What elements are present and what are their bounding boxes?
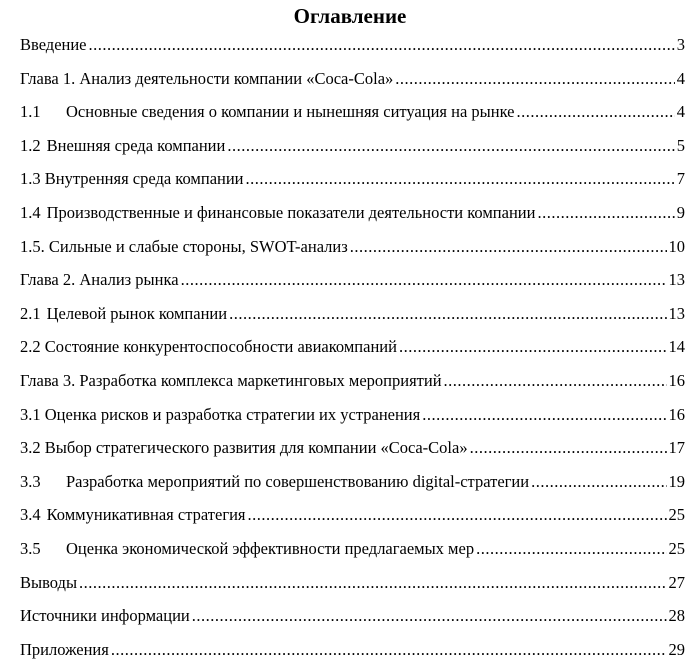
dot-leader: [246, 167, 675, 191]
toc-entry-number: 3.5: [20, 538, 41, 558]
dot-leader: [399, 335, 667, 359]
toc-entry-title: Глава 3. Разработка комплекса маркетинговых мероприятий: [20, 370, 442, 390]
toc-entry-page: 5: [676, 135, 685, 155]
toc-entry[interactable]: [20, 638, 685, 671]
dot-leader: [192, 604, 667, 628]
dot-leader: [350, 235, 667, 259]
toc-entry-page: 13: [668, 270, 685, 290]
dot-leader: [89, 33, 675, 57]
toc-entry-page: 16: [668, 404, 685, 424]
toc-entry-title: Целевой рынок компании: [46, 303, 228, 323]
dot-leader: [111, 638, 667, 662]
toc-entry-page: 3: [676, 35, 685, 54]
toc-entry-title: Основные сведения о компании и нынешняя ситуация на рынке: [66, 102, 515, 122]
toc-entry-page: 4: [676, 68, 685, 88]
toc-entry-number: 1.4: [20, 202, 41, 222]
dot-leader: [395, 67, 674, 91]
dot-leader: [517, 100, 675, 124]
toc-entry[interactable]: [20, 67, 685, 101]
dot-leader: [181, 268, 667, 292]
dot-leader: [531, 470, 666, 494]
toc-entry[interactable]: [20, 201, 685, 235]
toc-entry-page: 13: [668, 303, 685, 323]
table-of-contents: [20, 33, 685, 671]
toc-title: Оглавление: [293, 4, 407, 28]
toc-entry-number: 1.2: [20, 135, 41, 155]
toc-entry-page: 29: [668, 639, 685, 659]
toc-entry-title: Оценка экономической эффективности предлагаемых мер: [66, 538, 475, 558]
toc-entry-title: Производственные и финансовые показатели деятельности компании: [46, 202, 536, 222]
toc-entry[interactable]: [20, 537, 685, 571]
toc-entry-page: 10: [668, 236, 685, 256]
toc-entry-title: Источники информации: [20, 606, 190, 626]
toc-entry-number: 2.1: [20, 303, 41, 323]
toc-entry[interactable]: [20, 235, 685, 269]
dot-leader: [444, 369, 667, 393]
toc-entry[interactable]: [20, 268, 685, 302]
toc-entry-page: 4: [676, 102, 685, 122]
toc-entry-title: Разработка мероприятий по совершенствованию digital-стратегии: [66, 471, 530, 491]
toc-entry[interactable]: [20, 335, 685, 369]
dot-leader: [476, 537, 666, 561]
dot-leader: [422, 403, 666, 427]
toc-entry-page: 14: [668, 337, 685, 357]
toc-entry[interactable]: [20, 100, 685, 134]
toc-entry-page: 17: [668, 438, 685, 458]
toc-entry-page: 9: [676, 202, 685, 222]
toc-entry[interactable]: [20, 134, 685, 168]
toc-entry[interactable]: [20, 604, 685, 638]
dot-leader: [229, 302, 666, 326]
toc-entry[interactable]: [20, 403, 685, 437]
dot-leader: [537, 201, 674, 225]
toc-entry-number: 3.4: [20, 505, 41, 525]
toc-entry-page: 25: [668, 505, 685, 525]
dot-leader: [470, 436, 667, 460]
toc-entry[interactable]: [20, 33, 685, 67]
toc-entry[interactable]: [20, 369, 685, 403]
toc-entry-page: 27: [668, 572, 685, 592]
toc-entry-page: 16: [668, 370, 685, 390]
toc-entry-title: 2.2 Состояние конкурентоспособности авиакомпаний: [20, 337, 397, 357]
toc-entry-page: 7: [676, 169, 685, 189]
toc-entry-title: Приложения: [20, 639, 109, 659]
toc-entry-title: Глава 1. Анализ деятельности компании «Coca-Cola»: [20, 68, 394, 88]
toc-entry-number: 1.1: [20, 102, 41, 122]
toc-entry[interactable]: [20, 571, 685, 605]
toc-entry-page: 28: [668, 606, 685, 626]
toc-entry[interactable]: [20, 302, 685, 336]
toc-entry-title: Выводы: [20, 572, 78, 592]
toc-entry[interactable]: [20, 436, 685, 470]
toc-entry-title: 1.3 Внутренняя среда компании: [20, 169, 244, 189]
toc-entry-title: 3.2 Выбор стратегического развития для компании «Coca-Cola»: [20, 438, 468, 458]
toc-entry-title: 1.5. Сильные и слабые стороны, SWOT-анализ: [20, 236, 348, 256]
toc-entry[interactable]: [20, 503, 685, 537]
toc-entry-title: Глава 2. Анализ рынка: [20, 270, 179, 290]
toc-entry-page: 25: [668, 538, 685, 558]
dot-leader: [79, 571, 666, 595]
dot-leader: [248, 503, 667, 527]
toc-entry-title: Введение: [20, 35, 87, 54]
toc-entry-page: 19: [668, 471, 685, 491]
toc-entry-number: 3.3: [20, 471, 41, 491]
toc-entry-title: Коммуникативная стратегия: [46, 505, 246, 525]
toc-entry-title: 3.1 Оценка рисков и разработка стратегии их устранения: [20, 404, 421, 424]
toc-entry[interactable]: [20, 167, 685, 201]
dot-leader: [227, 134, 674, 158]
toc-entry-title: Внешняя среда компании: [46, 135, 226, 155]
toc-entry[interactable]: [20, 470, 685, 504]
